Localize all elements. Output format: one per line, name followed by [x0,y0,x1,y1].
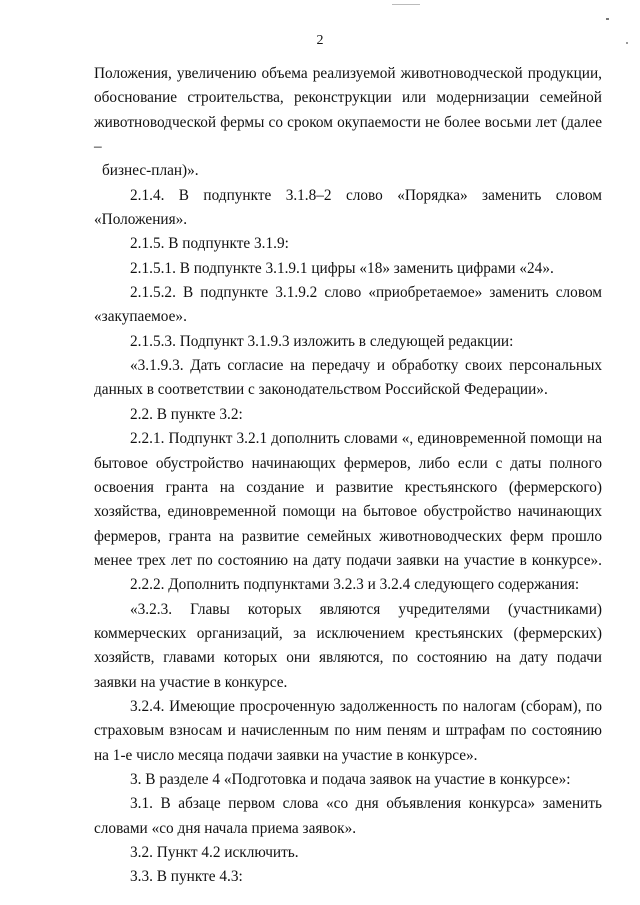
text-line: бизнес-план)». [102,162,199,180]
text-line: «закупаемое». [94,308,187,326]
text-line: данных в соответствии с законодательством Российской Федерации». [94,381,548,399]
text-line: освоения гранта на создание и развитие крестьянского (фермерского) [94,478,602,496]
text-line: «3.2.3. Главы которых являются учредителями (участниками) [130,600,602,618]
text-line: 2.1.5. В подпункте 3.1.9: [130,235,289,253]
text-line: менее трех лет по состоянию на дату подачи заявки на участие в конкурсе». [94,551,602,569]
text-line: 2.1.5.2. В подпункте 3.1.9.2 слово «приобретаемое» заменить словом [130,284,602,302]
text-line: Положения, увеличению объема реализуемой животноводческой продукции, [94,65,602,82]
text-line: заявки на участие в конкурсе. [94,673,288,691]
text-line: 3.2. Пункт 4.2 исключить. [130,844,299,861]
scan-mark [606,18,609,20]
text-line: фермеров, гранта на развитие семейных животноводческих ферм прошло [94,527,602,545]
text-line: 2.2.1. Подпункт 3.2.1 дополнить словами «, единовременной помощи на [130,430,602,448]
text-line: 3.1. В абзаце первом слова «со дня объявления конкурса» заменить [130,795,602,813]
text-line: «3.1.9.3. Дать согласие на передачу и обработку своих персональных [130,357,602,375]
text-line: 2.2. В пункте 3.2: [130,405,243,423]
text-line: коммерческих организаций, за исключением крестьянских (фермерских) [94,624,602,642]
text-line: 2.2.2. Дополнить подпунктами 3.2.3 и 3.2.4 следующего содержания: [130,576,580,594]
text-line: животноводческой фермы со сроком окупаемости не более восьми лет (далее – [94,113,602,156]
document-body [94,62,602,890]
text-line: словами «со дня начала приема заявок». [94,819,357,837]
text-line: 3.2.4. Имеющие просроченную задолженность по налогам (сборам), по [130,697,602,715]
text-line: 3.3. В пункте 4.3: [130,868,243,886]
scan-mark [392,4,420,5]
text-line: 2.1.5.3. Подпункт 3.1.9.3 изложить в следующей редакции: [130,332,514,350]
text-line: на 1-е число месяца подачи заявки на участие в конкурсе». [94,746,478,764]
text-line: бытовое обустройство начинающих фермеров, либо если с даты полного [94,454,602,472]
text-line: 2.1.4. В подпункте 3.1.8–2 слово «Порядка» заменить словом «Положения». [94,186,602,229]
text-line: 2.1.5.1. В подпункте 3.1.9.1 цифры «18» заменить цифрами «24». [130,259,554,277]
text-line: 3. В разделе 4 «Подготовка и подача заявок на участие в конкурсе»: [130,770,571,788]
text-line: хозяйства, единовременной помощи на бытовое обустройство начинающих [94,503,602,521]
text-line: страховым взносам и начисленным по ним пеням и штрафам по состоянию [94,722,602,740]
page-number: 2 [316,33,324,48]
text-line: хозяйств, главами которых они являются, по состоянию на дату подачи [94,649,602,667]
text-line: обоснование строительства, реконструкции или модернизации семейной [94,89,602,107]
